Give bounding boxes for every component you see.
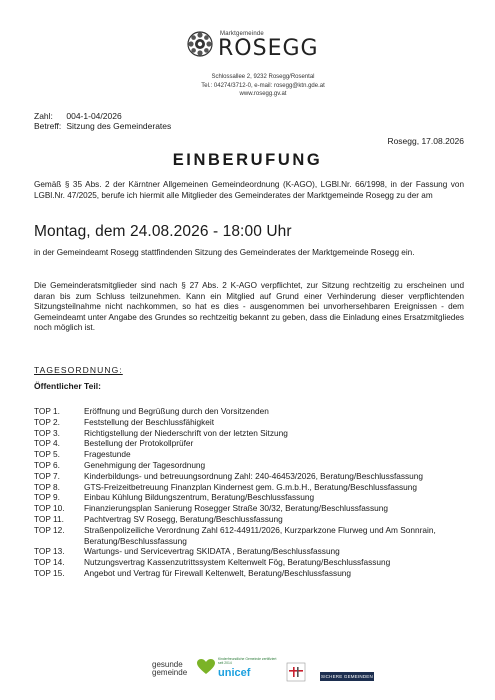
- sichere-gemeinden-logo: SICHERE GEMEINDEN: [321, 674, 373, 679]
- agenda-item-text: Richtigstellung der Niederschrift von der letzten Sitzung: [84, 427, 288, 438]
- agenda-item-text: Feststellung der Beschlussfähigkeit: [84, 416, 215, 427]
- agenda-item-text: Eröffnung und Begrüßung durch den Vorsitzenden: [84, 406, 269, 416]
- agenda-item: [34, 428, 474, 439]
- municipal-crest-icon: [186, 30, 214, 58]
- agenda-item-text: Genehmigung der Tagesordnung: [84, 459, 206, 470]
- agenda-item-number: TOP 14.: [34, 557, 65, 568]
- agenda-item: [34, 525, 474, 547]
- agenda-item: [34, 471, 474, 482]
- intro-paragraph: Gemäß § 35 Abs. 2 der Kärntner Allgemeinen Gemeindeordnung (K-AGO), LGBl.Nr. 66/1998, in der Fassung von LGBl.Nr. 47/2025, berufe ich hiermit alle Mitglieder des Gemeinderates der Marktgemeinde Rosegg zu der am: [34, 180, 464, 200]
- location-paragraph: in der Gemeindeamt Rosegg stattfindenden Sitzung des Gemeinderates der Marktgemeinde Rosegg ein.: [34, 248, 415, 257]
- org-type-label: Marktgemeinde: [220, 31, 264, 37]
- betreff-label: Betreff:: [34, 121, 62, 131]
- agenda-item-text: Einbau Kühlung Bildungszentrum, Beratung/Beschlussfassung: [84, 492, 315, 503]
- agenda-item-text: GTS-Freizeitbetreuung Finanzplan Kindernest gem. G.m.b.H., Beratung/Beschlussfassung: [84, 481, 417, 492]
- agenda-item: [34, 568, 474, 579]
- agenda-item-number: TOP 9.: [34, 492, 60, 503]
- agenda-item: [34, 449, 474, 460]
- betreff-value: Sitzung des Gemeinderates: [66, 121, 172, 131]
- agenda-item-text: Wartungs- und Servicevertrag SKIDATA , Beratung/Beschlussfassung: [84, 546, 340, 557]
- agenda-item-number: TOP 1.: [34, 406, 60, 416]
- heart-icon: [197, 659, 215, 675]
- agenda-item: [34, 514, 474, 525]
- zahl-value: 004-1-04/2026: [66, 111, 122, 121]
- agenda-list: [34, 406, 474, 579]
- agenda-item: [34, 503, 474, 514]
- phone-email-line: Tel.: 04274/3712-0, e-mail: rosegg@ktn.gde.at: [201, 82, 325, 89]
- agenda-item-number: TOP 13.: [34, 546, 65, 557]
- contact-block: [188, 73, 338, 99]
- agenda-item-text: Nutzungsvertrag Kassenzutrittssystem Keltenwelt Fög, Beratung/Beschlussfassung: [84, 557, 391, 568]
- agenda-item-number: TOP 3.: [34, 427, 60, 438]
- unicef-caption: Kinderfreundliche Gemeinde zertifiziert seit 2014: [218, 657, 277, 665]
- unicef-wordmark: unicef: [218, 667, 251, 679]
- agenda-heading: TAGESORDNUNG:: [34, 365, 123, 375]
- agenda-item: [34, 460, 474, 471]
- agenda-item: [34, 546, 474, 557]
- zahl-label: Zahl:: [34, 111, 53, 121]
- agenda-item-number: TOP 12.: [34, 524, 65, 535]
- meeting-datetime: Montag, dem 24.08.2026 - 18:00 Uhr: [34, 223, 292, 240]
- agenda-item: [34, 406, 474, 417]
- betreff-line: [34, 121, 171, 131]
- agenda-item-number: TOP 11.: [34, 513, 64, 524]
- footer-logos: [0, 655, 495, 700]
- agenda-item-text: Angebot und Vertrag für Firewall Keltenwelt, Beratung/Beschlussfassung: [84, 567, 352, 578]
- document-date: Rosegg, 17.08.2026: [387, 136, 464, 146]
- agenda-item: [34, 492, 474, 503]
- agenda-item: [34, 438, 474, 449]
- agenda-item-number: TOP 4.: [34, 438, 60, 449]
- agenda-item-number: TOP 10.: [34, 503, 65, 514]
- agenda-item-text: Kinderbildungs- und betreuungsordnung Zahl: 240-46453/2026, Beratung/Beschlussfassung: [84, 470, 424, 481]
- agenda-item: [34, 417, 474, 428]
- gesunde-word: gesunde: [152, 660, 183, 669]
- agenda-item-number: TOP 2.: [34, 416, 60, 427]
- address-line: Schlossallee 2, 9232 Rosegg/Rosental: [211, 74, 315, 80]
- org-name: ROSEGG: [218, 36, 319, 61]
- agenda-item-number: TOP 5.: [34, 449, 60, 460]
- agenda-item: [34, 482, 474, 493]
- agenda-item: [34, 557, 474, 568]
- agenda-item-text: Pachtvertrag SV Rosegg, Beratung/Beschlussfassung: [84, 513, 283, 524]
- agenda-item-text: Bestellung der Protokollprüfer: [84, 438, 194, 449]
- agenda-item-number: TOP 6.: [34, 459, 60, 470]
- agenda-item-number: TOP 15.: [34, 567, 65, 578]
- emblem-icon: [286, 662, 306, 682]
- obligation-paragraph: Die Gemeinderatsmitglieder sind nach § 27 Abs. 2 K-AGO verpflichtet, zur Sitzung rechtzeitig zu erscheinen und daran bis zum Schluss teilzunehmen. Kann ein Mitglied auf Grund einer Verhinderung dieser verpflichtenden Sitzungsteilnahme nicht nachkommen, so hat es dies - ausgenommen bei unvorhersehbaren Ereignissen - dem Gemeindeamt unter Angabe des Grundes so rechtzeitig bekannt zu geben, dass die Einladung eines Ersatzmitgliedes noch möglich ist.: [34, 281, 464, 332]
- agenda-item-text: Fragestunde: [84, 449, 131, 460]
- unicef-logo: [218, 657, 278, 687]
- agenda-item-number: TOP 7.: [34, 470, 60, 481]
- gemeinde-word: gemeinde: [152, 668, 188, 677]
- agenda-item-text: Finanzierungsplan Sanierung Rosegger Straße 30/32, Beratung/Beschlussfassung: [84, 503, 388, 514]
- zahl-line: [34, 111, 122, 121]
- public-part-heading: Öffentlicher Teil:: [34, 381, 101, 391]
- document-title: EINBERUFUNG: [172, 151, 323, 169]
- web-line: www.rosegg.gv.at: [239, 91, 287, 97]
- agenda-item-text: Straßenpolizeiliche Verordnung Zahl 612-44911/2026, Kurzparkzone Flurweg und Am Sonnrain, Beratung/Beschlussfassung: [84, 524, 436, 546]
- gesunde-gemeinde-logo: [152, 661, 187, 677]
- agenda-item-number: TOP 8.: [34, 481, 60, 492]
